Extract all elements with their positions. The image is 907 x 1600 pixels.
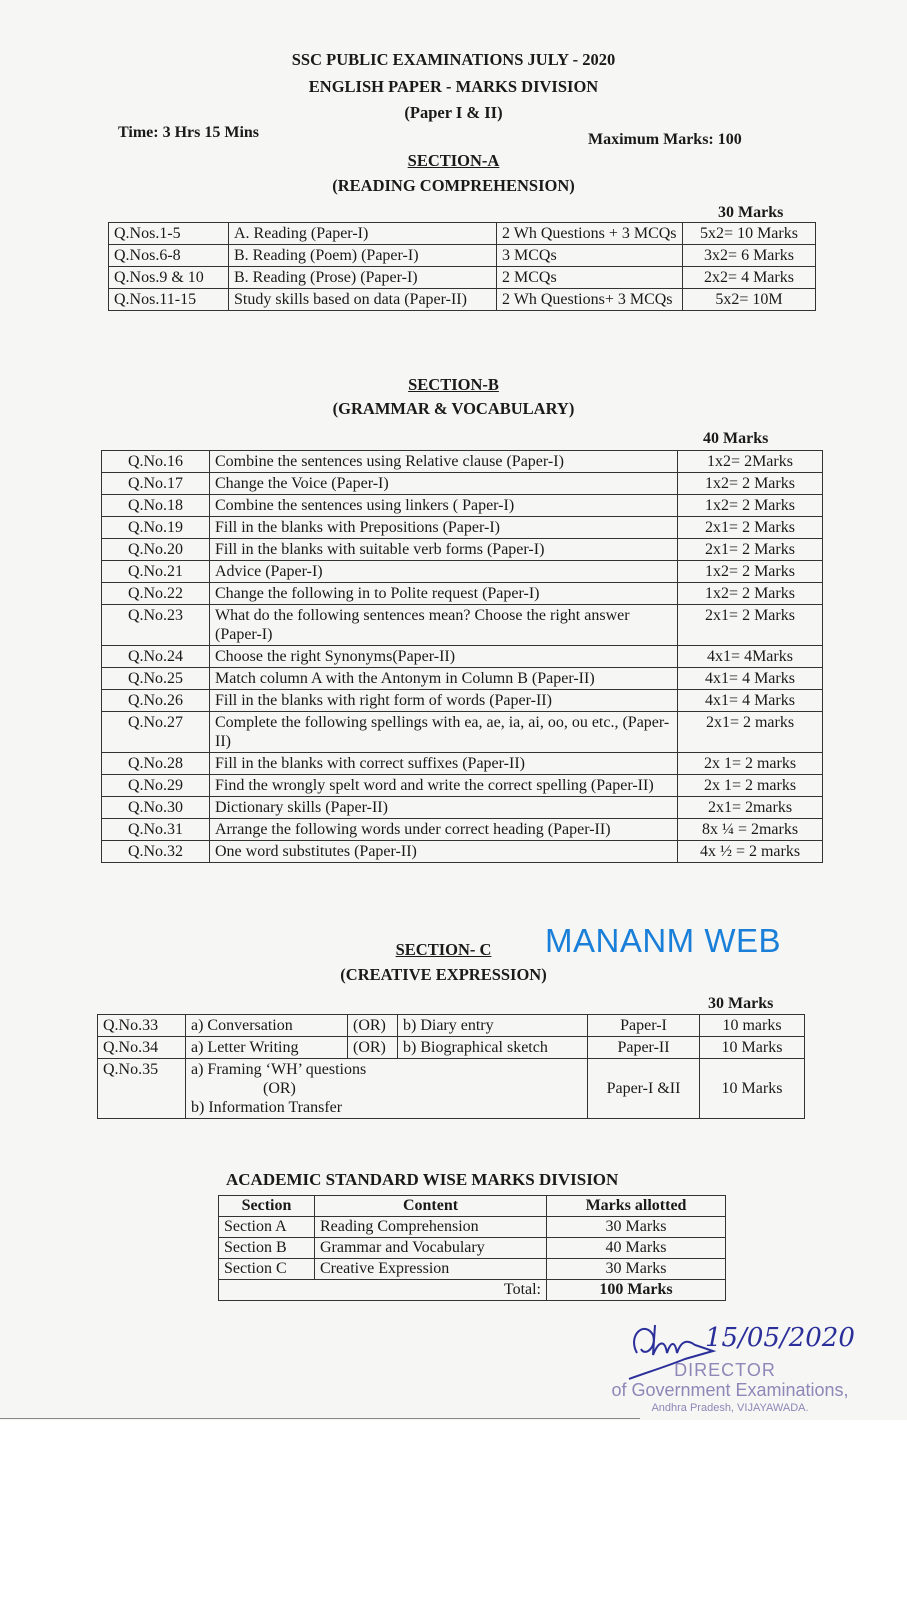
- option-a: a) Framing ‘WH’ questions: [191, 1061, 367, 1078]
- cell: 2x1= 2 Marks: [678, 605, 823, 646]
- cell: Change the following in to Polite request (Paper-I): [210, 583, 678, 605]
- cell: 4x ½ = 2 marks: [678, 841, 823, 863]
- time-label: Time: 3 Hrs 15 Mins: [118, 124, 260, 141]
- section-a-marks: 30 Marks: [718, 204, 784, 221]
- cell: Reading Comprehension: [315, 1217, 547, 1238]
- academic-table: [218, 1195, 726, 1301]
- table-row: [102, 668, 823, 690]
- cell: Choose the right Synonyms(Paper-II): [210, 646, 678, 668]
- cell: Section C: [219, 1259, 315, 1280]
- table-row: [102, 753, 823, 775]
- table-row: [102, 473, 823, 495]
- cell: Section A: [219, 1217, 315, 1238]
- cell: Q.No.19: [102, 517, 210, 539]
- cell: 2x 1= 2 marks: [678, 775, 823, 797]
- table-row: [109, 289, 816, 311]
- cell: 2x1= 2marks: [678, 797, 823, 819]
- section-c-marks: 30 Marks: [708, 995, 774, 1012]
- cell: 1x2= 2 Marks: [678, 583, 823, 605]
- watermark-text: MANANM WEB: [545, 922, 781, 959]
- cell: Q.No.29: [102, 775, 210, 797]
- table-row: [102, 797, 823, 819]
- stamp-org: of Government Examinations,: [611, 1380, 849, 1400]
- signature-date: 15/05/2020: [705, 1323, 855, 1353]
- cell: Q.No.32: [102, 841, 210, 863]
- option-b: b) Information Transfer: [191, 1099, 343, 1116]
- cell: Combine the sentences using Relative clause (Paper-I): [210, 451, 678, 473]
- table-row: [98, 1059, 805, 1119]
- cell: (OR): [348, 1037, 398, 1059]
- cell: Q.No.33: [98, 1015, 186, 1037]
- cell: 3x2= 6 Marks: [683, 245, 816, 267]
- table-row: [102, 646, 823, 668]
- cell: 2x2= 4 Marks: [683, 267, 816, 289]
- cell: Creative Expression: [315, 1259, 547, 1280]
- cell: Arrange the following words under correct heading (Paper-II): [210, 819, 678, 841]
- cell: Change the Voice (Paper-I): [210, 473, 678, 495]
- cell: (OR): [348, 1015, 398, 1037]
- cell: 30 Marks: [547, 1217, 726, 1238]
- doc-papers: (Paper I & II): [404, 103, 503, 122]
- cell: Q.No.23: [102, 605, 210, 646]
- table-row: [102, 451, 823, 473]
- academic-title: ACADEMIC STANDARD WISE MARKS DIVISION: [226, 1170, 619, 1189]
- table-row: [219, 1259, 726, 1280]
- section-c-table: [97, 1014, 805, 1119]
- section-a-table: [108, 222, 816, 311]
- cell: Q.No.17: [102, 473, 210, 495]
- cell: Q.No.28: [102, 753, 210, 775]
- cell: Q.No.24: [102, 646, 210, 668]
- cell: 8x ¼ = 2marks: [678, 819, 823, 841]
- cell: Combine the sentences using linkers ( Paper-I): [210, 495, 678, 517]
- cell: A. Reading (Paper-I): [229, 223, 497, 245]
- cell: Q.Nos.1-5: [109, 223, 229, 245]
- max-marks-label: Maximum Marks: 100: [588, 131, 742, 148]
- section-a-title: SECTION-A: [407, 151, 500, 170]
- table-row: [102, 712, 823, 753]
- cell: b) Diary entry: [398, 1015, 588, 1037]
- cell: Section B: [219, 1238, 315, 1259]
- cell: 2x1= 2 marks: [678, 712, 823, 753]
- table-row: [102, 583, 823, 605]
- page-edge-divider: [0, 1418, 640, 1419]
- table-row: [102, 539, 823, 561]
- table-row: [102, 690, 823, 712]
- header-cell: Content: [315, 1196, 547, 1217]
- table-row: [109, 267, 816, 289]
- cell: Paper-II: [588, 1037, 700, 1059]
- table-row: [98, 1037, 805, 1059]
- cell: a) Letter Writing: [186, 1037, 348, 1059]
- cell: Fill in the blanks with correct suffixes (Paper-II): [210, 753, 678, 775]
- cell: 40 Marks: [547, 1238, 726, 1259]
- cell: Q.Nos.9 & 10: [109, 267, 229, 289]
- cell: 3 MCQs: [497, 245, 683, 267]
- cell: 5x2= 10 Marks: [683, 223, 816, 245]
- table-row: [102, 605, 823, 646]
- section-c-title: SECTION- C: [395, 940, 492, 959]
- cell: 1x2= 2 Marks: [678, 473, 823, 495]
- cell: Q.No.27: [102, 712, 210, 753]
- table-row: [109, 245, 816, 267]
- cell: Q.No.16: [102, 451, 210, 473]
- cell: 2 MCQs: [497, 267, 683, 289]
- cell: Paper-I &II: [588, 1059, 700, 1119]
- cell: Grammar and Vocabulary: [315, 1238, 547, 1259]
- header-cell: Section: [219, 1196, 315, 1217]
- cell: 5x2= 10M: [683, 289, 816, 311]
- cell: 1x2= 2Marks: [678, 451, 823, 473]
- table-row: [102, 517, 823, 539]
- cell: 4x1= 4 Marks: [678, 668, 823, 690]
- table-row: [102, 841, 823, 863]
- cell: 30 Marks: [547, 1259, 726, 1280]
- cell: Advice (Paper-I): [210, 561, 678, 583]
- cell: 10 marks: [700, 1015, 805, 1037]
- cell: 1x2= 2 Marks: [678, 495, 823, 517]
- section-b-marks: 40 Marks: [703, 430, 769, 447]
- cell: Q.No.21: [102, 561, 210, 583]
- cell: Q.Nos.11-15: [109, 289, 229, 311]
- cell: 2x 1= 2 marks: [678, 753, 823, 775]
- cell: Q.No.35: [98, 1059, 186, 1119]
- table-header: [219, 1196, 726, 1217]
- table-row: [102, 495, 823, 517]
- stamp-location: Andhra Pradesh, VIJAYAWADA.: [651, 1402, 809, 1414]
- cell: 10 Marks: [700, 1059, 805, 1119]
- cell: Find the wrongly spelt word and write the correct spelling (Paper-II): [210, 775, 678, 797]
- cell: a) Conversation: [186, 1015, 348, 1037]
- cell: 10 Marks: [700, 1037, 805, 1059]
- cell: Q.Nos.6-8: [109, 245, 229, 267]
- cell: Study skills based on data (Paper-II): [229, 289, 497, 311]
- cell: Fill in the blanks with Prepositions (Paper-I): [210, 517, 678, 539]
- section-b-table: [101, 450, 823, 863]
- cell: One word substitutes (Paper-II): [210, 841, 678, 863]
- table-row: [102, 819, 823, 841]
- doc-title: SSC PUBLIC EXAMINATIONS JULY - 2020: [291, 50, 616, 69]
- cell: Q.No.30: [102, 797, 210, 819]
- cell: Match column A with the Antonym in Column B (Paper-II): [210, 668, 678, 690]
- table-row: [98, 1015, 805, 1037]
- table-row: [102, 775, 823, 797]
- cell: Fill in the blanks with right form of words (Paper-II): [210, 690, 678, 712]
- cell: Q.No.18: [102, 495, 210, 517]
- cell: 2x1= 2 Marks: [678, 539, 823, 561]
- header-cell: Marks allotted: [547, 1196, 726, 1217]
- section-a-subtitle: (READING COMPREHENSION): [332, 176, 575, 195]
- cell: Q.No.22: [102, 583, 210, 605]
- cell: Dictionary skills (Paper-II): [210, 797, 678, 819]
- doc-subtitle: ENGLISH PAPER - MARKS DIVISION: [308, 77, 599, 96]
- cell: Fill in the blanks with suitable verb forms (Paper-I): [210, 539, 678, 561]
- cell: 2 Wh Questions+ 3 MCQs: [497, 289, 683, 311]
- table-row: [109, 223, 816, 245]
- total-row: [219, 1280, 726, 1301]
- cell: 4x1= 4Marks: [678, 646, 823, 668]
- cell: Paper-I: [588, 1015, 700, 1037]
- section-c-subtitle: (CREATIVE EXPRESSION): [340, 965, 547, 984]
- cell: Q.No.20: [102, 539, 210, 561]
- cell: 1x2= 2 Marks: [678, 561, 823, 583]
- cell: B. Reading (Prose) (Paper-I): [229, 267, 497, 289]
- stamp-director: DIRECTOR: [674, 1360, 776, 1380]
- cell: 2x1= 2 Marks: [678, 517, 823, 539]
- table-row: [219, 1238, 726, 1259]
- total-label: Total:: [219, 1280, 547, 1301]
- cell: Q.No.31: [102, 819, 210, 841]
- total-value: 100 Marks: [547, 1280, 726, 1301]
- table-row: [102, 561, 823, 583]
- cell: 4x1= 4 Marks: [678, 690, 823, 712]
- cell: b) Biographical sketch: [398, 1037, 588, 1059]
- cell: [186, 1059, 588, 1119]
- cell: Q.No.25: [102, 668, 210, 690]
- cell: Q.No.34: [98, 1037, 186, 1059]
- or-label: (OR): [263, 1080, 296, 1097]
- cell: 2 Wh Questions + 3 MCQs: [497, 223, 683, 245]
- cell: What do the following sentences mean? Choose the right answer (Paper-I): [210, 605, 678, 646]
- section-b-subtitle: (GRAMMAR & VOCABULARY): [332, 399, 575, 418]
- section-b-title: SECTION-B: [408, 375, 499, 394]
- table-row: [219, 1217, 726, 1238]
- cell: B. Reading (Poem) (Paper-I): [229, 245, 497, 267]
- cell: Complete the following spellings with ea, ae, ia, ai, oo, ou etc., (Paper-II): [210, 712, 678, 753]
- cell: Q.No.26: [102, 690, 210, 712]
